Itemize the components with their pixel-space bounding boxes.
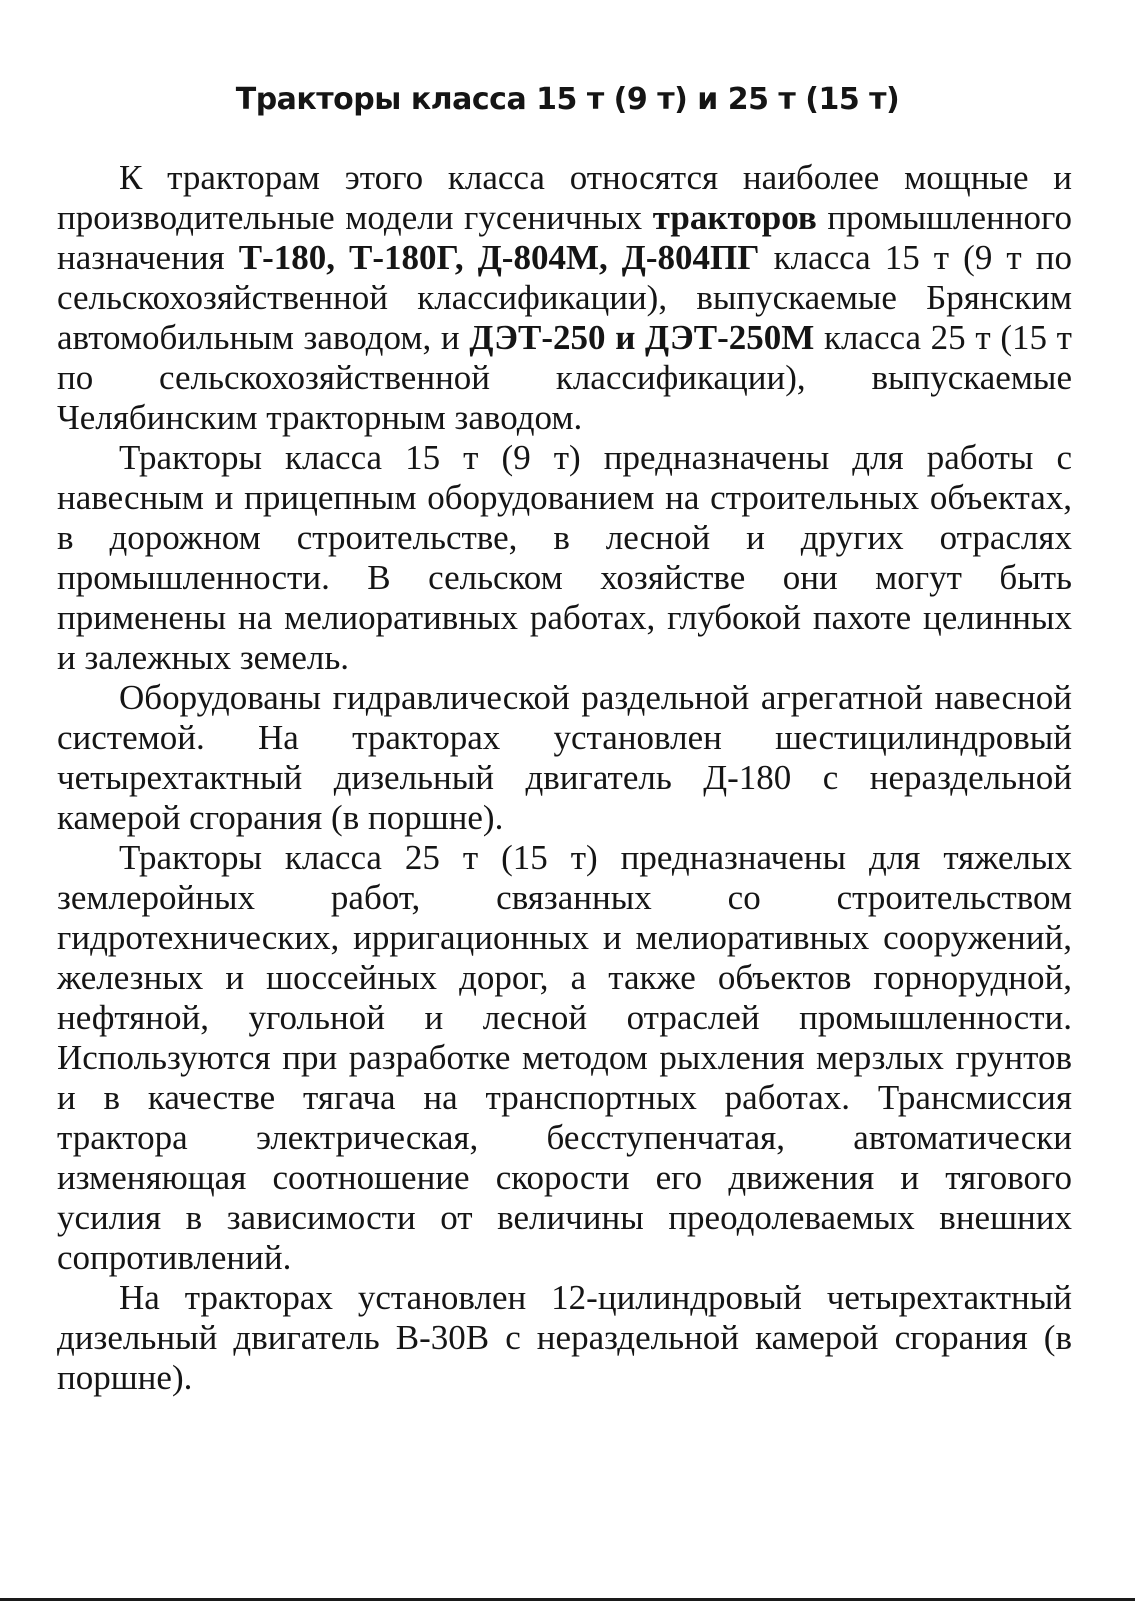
- document-body: [57, 158, 1072, 1398]
- paragraph-intro-bold-models-25t: ДЭТ-250 и ДЭТ-250М: [469, 318, 815, 357]
- paragraph-intro: [57, 158, 1072, 438]
- paragraph-intro-text-4: класса 25 т (15 т по сельскохозяйственной классификации), выпускаемые Челябинским тракторным заводом.: [57, 318, 1072, 437]
- paragraph-intro-text-2: промышленного назначения: [57, 198, 1073, 277]
- paragraph-intro-bold-models-15t: Т-180, Т-180Г, Д-804М, Д-804ПГ: [238, 238, 760, 277]
- paragraph-intro-text-1: К тракторам этого класса относятся наиболее мощные и производительные модели гусеничных: [57, 158, 1072, 237]
- paragraph-intro-text-3: класса 15 т (9 т по сельскохозяйственной классификации), выпускаемые Брянским автомобильным заводом, и: [57, 238, 1072, 357]
- paragraph-purpose-15t: Тракторы класса 15 т (9 т) предназначены для работы с навесным и прицепным оборудованием на строительных объектах, в дорожном строительстве, в лесной и других отраслях промышленности. В сельском хозяйстве они могут быть применены на мелиоративных работах, глубокой пахоте целинных и залежных земель.: [57, 438, 1072, 677]
- paragraph-purpose-25t: Тракторы класса 25 т (15 т) предназначены для тяжелых землеройных работ, связанных со строительством гидротехнических, ирригационных и мелиоративных сооружений, железных и шоссейных дорог, а также объектов горнорудной, нефтяной, угольной и лесной отраслей промышленности. Используются при разработке методом рыхления мерзлых грунтов и в качестве тягача на транспортных работах. Трансмиссия трактора электрическая, бесступенчатая, автоматически изменяющая соотношение скорости его движения и тягового усилия в зависимости от величины преодолеваемых внешних сопротивлений.: [57, 838, 1072, 1277]
- paragraph-engine-25t: На тракторах установлен 12-цилиндровый четырехтактный дизельный двигатель В-30В с нераздельной камерой сгорания (в поршне).: [57, 1278, 1072, 1397]
- paragraph-intro-bold-tractors: тракторов: [652, 198, 817, 237]
- page-title: Тракторы класса 15 т (9 т) и 25 т (15 т): [235, 82, 900, 117]
- paragraph-equipment-15t: Оборудованы гидравлической раздельной агрегатной навесной системой. На тракторах установлен шестицилиндровый четырехтактный дизельный двигатель Д-180 с нераздельной камерой сгорания (в поршне).: [57, 678, 1072, 837]
